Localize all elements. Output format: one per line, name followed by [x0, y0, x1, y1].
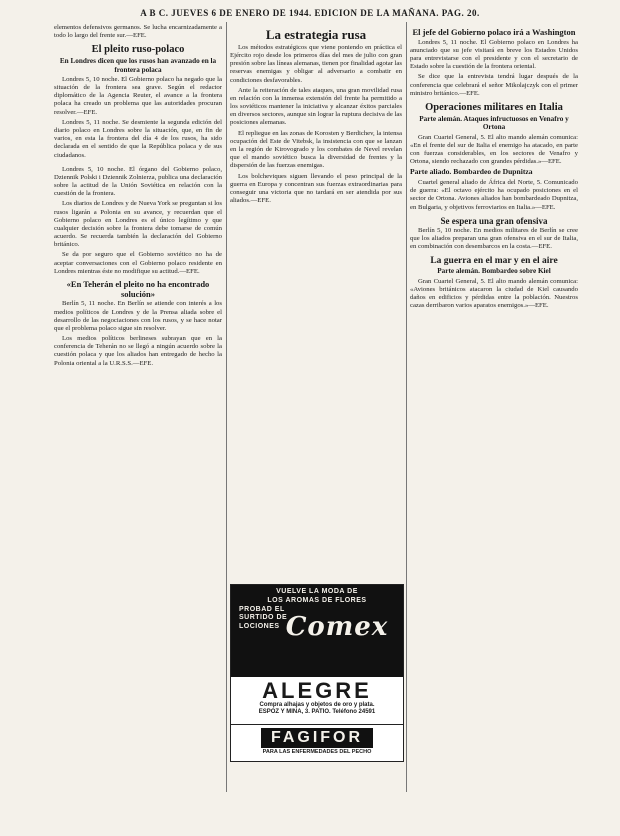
article-paragraph: Los métodos estratégicos que viene poniendo en práctica el Ejército rojo desde los primeros días del mes de julio con gran presión sobre las líneas alemanas, tienen por finalidad agotar las reservas enemigas y obligar al adversario a combatir en condiciones desfavorables. — [230, 43, 402, 84]
ad-line: LOCIONES — [239, 623, 280, 630]
article-paragraph: Se da por seguro que el Gobierno soviético no ha de aceptar conversaciones con el Gobierno polaco residente en Londres mientras éste no modifique su actitud.—EFE. — [54, 251, 222, 275]
article-title: El jefe del Gobierno polaco irá a Washington — [412, 27, 576, 37]
lead-text: elementos defensivos germanos. Se lucha encarnizadamente a todo lo largo del frente sur.—EFE. — [54, 24, 222, 40]
column-rule — [226, 22, 227, 792]
article-paragraph: Los diarios de Londres y de Nueva York se preguntan si los rusos ligarán a Polonia en su avance, y recuerdan que el Gobierno polaco en Londres es el único legítimo y que cualquier decisión sobre la frontera debe tomarse de común acuerdo. Se recuerda también la declaración del Gobierno británico. — [54, 200, 222, 249]
article-paragraph: Ante la reiteración de tales ataques, una gran movilidad rusa en relación con la inmensa extensión del frente ha permitido a los soviéticos mantener la iniciativa y alcanzar éxitos parciales en diversos sectores, aunque sin lograr la ruptura decisiva de las posiciones alemanas. — [230, 86, 402, 127]
article-title: Parte aliado. Bombardeo de Dupnitza — [410, 167, 533, 177]
article-paragraph: Se dice que la entrevista tendrá lugar después de la conferencia que celebrará el señor Mikolajczyk con el primer ministro británico.—EFE. — [410, 73, 578, 97]
article-paragraph: Los medios políticos berlineses subrayan que en la conferencia de Teherán no se llegó a ningún acuerdo sobre la cuestión polaca y que los aliados han entregado de hecho la Polonia oriental a la U.R.S.S.—EFE. — [54, 335, 222, 367]
article-title: La guerra en el mar y en el aire — [430, 255, 558, 266]
brand-name: FAGIFOR — [261, 728, 373, 748]
article-paragraph: Gran Cuartel General, 5. El alto mando alemán comunica: «En el frente del sur de Italia el enemigo ha atacado, en parte con fuerzas considerables, en los sectores de Venafro y Ortona, siendo rechazado con grandes pérdidas.»—EFE. — [410, 133, 578, 166]
article-subtitle: En Londres dicen que los rusos han avanzado en la frontera polaca — [59, 57, 217, 74]
alegre-ad — [231, 677, 403, 725]
article-paragraph: El repliegue en las zonas de Korosten y Berdichev, la intensa ocupación del Este de Vitebsk, la insistencia con que se lanzan en la región de Kirovogrado y los combates de Nevel revelan que el mando soviético busca la diversidad de frentes y la dispersión de las fuerzas enemigas. — [230, 129, 402, 170]
page-header: A B C. JUEVES 6 DE ENERO DE 1944. EDICION DE LA MAÑANA. PAG. 20. — [140, 8, 480, 18]
brand-logo: Comex — [285, 611, 389, 642]
article-paragraph: Los bolcheviques siguen llevando el peso principal de la guerra en Europa y concentran sus fuerzas extraordinarias para conseguir una victoria que no tardará en ser atendida por sus aliados.—EFE. — [230, 172, 402, 205]
article-paragraph: Londres 5, 11 noche. Se desmiente la segunda edición del diario polaco en Londres sobre la situación, que, en fin de varios, en esta la frontera del día 4 de los rusos, ha sido declarada en el sentido de que la República polaca y de sus ciudadanos. — [54, 118, 222, 159]
brand-name: ALEGRE — [262, 678, 372, 703]
ad-line: SURTIDO DE — [239, 614, 288, 622]
advertisement — [230, 584, 404, 762]
column-rule — [406, 22, 407, 792]
article-title: Se espera una gran ofensiva — [440, 215, 548, 226]
article-paragraph: Berlín 5, 11 noche. En Berlín se atiende con interés a los medios políticos de Londres y de la Prensa aliada sobre el desarrollo de las negociaciones con los rusos, y se hace notar que el problema polaco sigue sin resolver. — [54, 300, 222, 332]
ad-text: Compra alhajas y objetos de oro y plata. — [259, 702, 375, 708]
article-paragraph: Gran Cuartel General, 5. El alto mando alemán comunica: «Aviones británicos atacaron la ciudad de Kiel causando daños en edificios y pérdidas entre la población. Nuestros cazas derribaron varios aparatos enemigos.»—EFE. — [410, 277, 578, 310]
comex-ad — [231, 585, 403, 677]
article-title: Operaciones militares en Italia — [425, 101, 563, 113]
article-paragraph: Londres 5, 10 noche. El órgano del Gobierno polaco, Dziennik Polski i Dziennik Zolnierza, publica una declaración sobre la actitud de la Unión Soviética en relación con la cuestión de la frontera. — [54, 165, 222, 198]
ad-line: PROBAD EL — [239, 605, 285, 613]
ad-text: ESPOZ Y MINA, 3. PATIO. Teléfono 24591 — [258, 709, 376, 716]
column-left — [54, 24, 222, 804]
article-title: El pleito ruso-polaco — [91, 44, 185, 56]
ad-text: PARA LAS ENFERMEDADES DEL PECHO — [262, 749, 372, 755]
column-right — [410, 24, 578, 804]
article-subtitle: Parte alemán. Ataques infructuosos en Venafro y Ortona — [419, 115, 569, 132]
article-title: «En Teherán el pleito no ha encontrado solución» — [66, 278, 210, 299]
column-center — [230, 24, 402, 580]
article-paragraph: Londres 5, 10 noche. El Gobierno polaco ha negado que la situación de la frontera sea grave. Según el redactor diplomático de la Agencia Reuter, el avance a la frontera polaca ha creado un problema que las autoridades procuran resolver.—EFE. — [54, 75, 222, 116]
article-paragraph: Londres 5, 11 noche. El Gobierno polaco en Londres ha anunciado que su jefe visitará en breve los Estados Unidos para entrevistarse con el presidente y con el secretario de Estado sobre la cuestión de la frontera oriental. — [410, 38, 578, 71]
ad-line: LOS AROMAS DE FLORES — [267, 596, 367, 604]
fagifor-ad — [231, 725, 403, 755]
article-title: La estrategia rusa — [265, 27, 367, 42]
article-paragraph: Berlín 5, 10 noche. En medios militares de Berlín se cree que los aliados preparan una gran ofensiva en el sur de Italia, en combinación con desembarcos en la costa.—EFE. — [410, 227, 578, 251]
article-paragraph: Cuartel general aliado de África del Norte, 5. Comunicado de guerra: «El octavo ejército ha ocupado posiciones en el sector de Ortona. Aviones aliados han bombardeado Dupnitza, en Bulgaria, y objetivos ferroviarios en Italia.»—EFE. — [410, 179, 578, 211]
article-subtitle: Parte alemán. Bombardeo sobre Kiel — [437, 267, 551, 276]
ad-line: VUELVE LA MODA DE — [276, 588, 358, 595]
